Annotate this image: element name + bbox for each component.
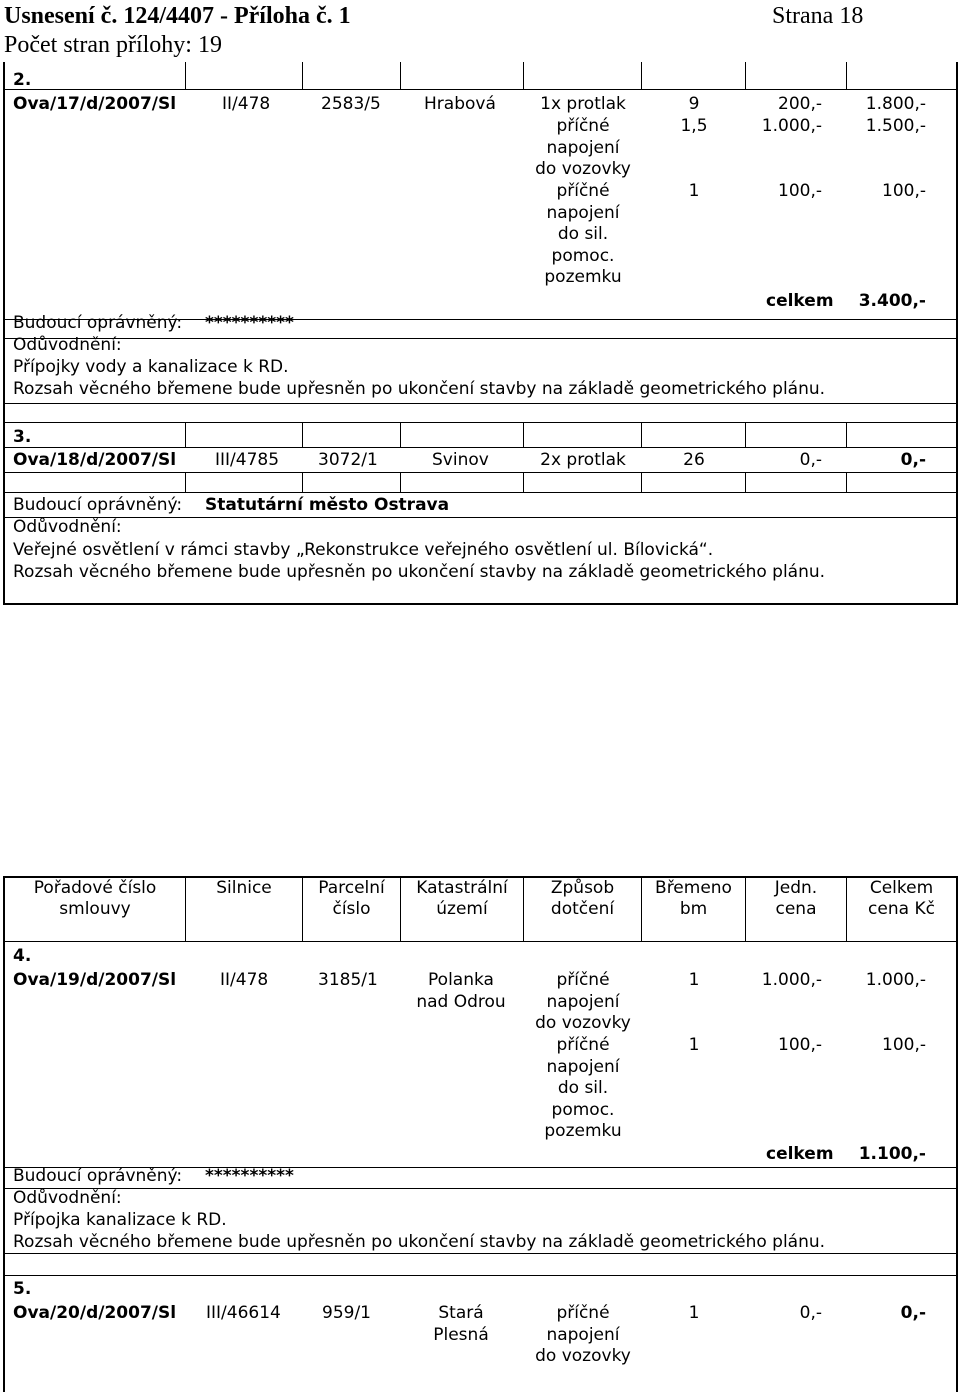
contract-id: Ova/18/d/2007/Sl (13, 450, 177, 470)
beneficiary-label: Budoucí oprávněný: (13, 1166, 183, 1186)
parcel: 959/1 (322, 1303, 371, 1323)
header-order: Pořadové číslo smlouvy (33, 878, 157, 919)
unit-price: 100,- (778, 1035, 822, 1055)
page-count: Počet stran přílohy: 19 (4, 32, 222, 58)
total-price: 100,- (882, 181, 926, 201)
parcel: 3072/1 (318, 450, 378, 470)
total-price: 0,- (900, 450, 926, 470)
total-price: 100,- (882, 1035, 926, 1055)
beneficiary: Statutární město Ostrava (205, 495, 450, 515)
header-unit-price: Jedn. cena (774, 878, 818, 919)
document-title: Usnesení č. 124/4407 - Příloha č. 1 (4, 3, 351, 29)
beneficiary-label: Budoucí oprávněný: (13, 313, 183, 333)
method: příčné napojení do vozovky (535, 970, 631, 1033)
total-price: 0,- (900, 1303, 926, 1323)
method: příčné napojení do sil. pomoc. pozemku (544, 181, 622, 287)
justification-text: Veřejné osvětlení v rámci stavby „Rekonstrukce veřejného osvětlení ul. Bílovická“. (13, 540, 714, 560)
method: příčné napojení do vozovky (535, 116, 631, 179)
cadastre: Hrabová (424, 94, 496, 114)
unit-price: 200,- (778, 94, 822, 114)
road: III/4785 (215, 450, 280, 470)
page-number: Strana 18 (772, 3, 864, 29)
total-label: celkem (766, 1144, 834, 1164)
quantity: 26 (683, 450, 705, 470)
unit-price: 0,- (799, 1303, 822, 1323)
total-price: 1.500,- (865, 116, 926, 136)
unit-price: 1.000,- (761, 116, 822, 136)
total-sum: 3.400,- (858, 291, 926, 311)
scope-note: Rozsah věcného břemene bude upřesněn po ukončení stavby na základě geometrického plánu. (13, 1232, 826, 1252)
road: III/46614 (206, 1303, 281, 1323)
quantity: 9 (688, 94, 700, 114)
parcel: 2583/5 (321, 94, 381, 114)
total-label: celkem (766, 291, 834, 311)
justification-text: Přípojka kanalizace k RD. (13, 1210, 227, 1230)
entry-number: 4. (13, 946, 32, 966)
entry-number: 2. (13, 70, 32, 90)
justification-label: Odůvodnění: (13, 517, 122, 537)
method: příčné napojení do vozovky (535, 1303, 631, 1366)
header-parcel: Parcelní číslo (318, 878, 385, 919)
cadastre: Stará Plesná (433, 1303, 489, 1345)
total-price: 1.000,- (865, 970, 926, 990)
total-sum: 1.100,- (858, 1144, 926, 1164)
beneficiary: ********** (205, 313, 294, 333)
unit-price: 100,- (778, 181, 822, 201)
beneficiary: ********** (205, 1166, 294, 1186)
road: II/478 (220, 970, 269, 990)
contract-id: Ova/20/d/2007/Sl (13, 1303, 177, 1323)
scope-note: Rozsah věcného břemene bude upřesněn po ukončení stavby na základě geometrického plánu. (13, 562, 826, 582)
justification-label: Odůvodnění: (13, 1188, 122, 1208)
method: 2x protlak (540, 450, 626, 470)
quantity: 1 (688, 1035, 700, 1055)
method: příčné napojení do sil. pomoc. pozemku (544, 1035, 622, 1141)
quantity: 1 (688, 181, 700, 201)
entry-number: 5. (13, 1279, 32, 1299)
beneficiary-label: Budoucí oprávněný: (13, 495, 183, 515)
contract-id: Ova/17/d/2007/Sl (13, 94, 177, 114)
method: 1x protlak (540, 94, 626, 114)
cadastre: Polanka nad Odrou (416, 970, 506, 1012)
justification-label: Odůvodnění: (13, 335, 122, 355)
header-method: Způsob dotčení (550, 878, 615, 919)
unit-price: 1.000,- (761, 970, 822, 990)
quantity: 1,5 (680, 116, 708, 136)
total-price: 1.800,- (865, 94, 926, 114)
header-road: Silnice (216, 878, 272, 898)
entry-number: 3. (13, 427, 32, 447)
quantity: 1 (688, 970, 700, 990)
unit-price: 0,- (799, 450, 822, 470)
header-total: Celkem cena Kč (868, 878, 935, 919)
cadastre: Svinov (432, 450, 489, 470)
header-cadastre: Katastrální území (416, 878, 508, 919)
road: II/478 (222, 94, 271, 114)
contract-id: Ova/19/d/2007/Sl (13, 970, 177, 990)
header-burden: Břemeno bm (655, 878, 732, 919)
quantity: 1 (688, 1303, 700, 1323)
scope-note: Rozsah věcného břemene bude upřesněn po ukončení stavby na základě geometrického plánu. (13, 379, 826, 399)
parcel: 3185/1 (318, 970, 378, 990)
justification-text: Přípojky vody a kanalizace k RD. (13, 357, 289, 377)
